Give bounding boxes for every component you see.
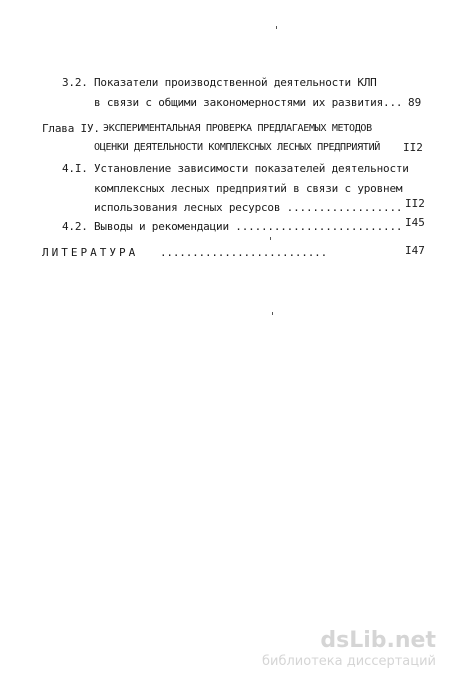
toc-entry-4-1-line1: Установление зависимости показателей деятельности [94, 162, 409, 175]
toc-chapter-4-page: II2 [403, 141, 423, 154]
toc-entry-4-2-page: I45 [405, 216, 425, 229]
toc-entry-4-1-number: 4.I. [62, 162, 88, 175]
scan-speck [272, 312, 273, 315]
toc-chapter-4-line2: ОЦЕНКИ ДЕЯТЕЛЬНОСТИ КОМПЛЕКСНЫХ ЛЕСНЫХ ПРЕДПРИЯТИЙ [94, 142, 381, 153]
toc-entry-3-2-line1: Показатели производственной деятельности КЛП [94, 76, 377, 89]
toc-entry-3-2-number: 3.2. [62, 76, 88, 89]
scan-speck [276, 26, 277, 29]
watermark-subtitle: библиотека диссертаций [262, 654, 436, 669]
toc-chapter-4-label: Глава IУ. [42, 122, 100, 135]
toc-entry-4-2-line1: Выводы и рекомендации .......................... [94, 220, 403, 233]
toc-literature-label: ЛИТЕРАТУРА [42, 246, 139, 259]
toc-entry-4-2-number: 4.2. [62, 220, 88, 233]
toc-entry-4-1-page: II2 [405, 197, 425, 210]
toc-literature-dots: .......................... [160, 246, 327, 259]
toc-entry-3-2-page: 89 [408, 96, 422, 109]
toc-literature-page: I47 [405, 244, 425, 257]
toc-chapter-4-line1: ЭКСПЕРИМЕНТАЛЬНАЯ ПРОВЕРКА ПРЕДЛАГАЕМЫХ МЕТОДОВ [103, 123, 372, 134]
toc-entry-4-1-line3: использования лесных ресурсов .................. [94, 201, 403, 214]
watermark-logo-text: dsLib.net [320, 628, 436, 653]
toc-entry-3-2-line2: в связи с общими закономерностями их развития... [94, 96, 403, 109]
toc-entry-4-1-line2: комплексных лесных предприятий в связи с уровнем [94, 182, 403, 195]
scan-speck [270, 237, 271, 240]
